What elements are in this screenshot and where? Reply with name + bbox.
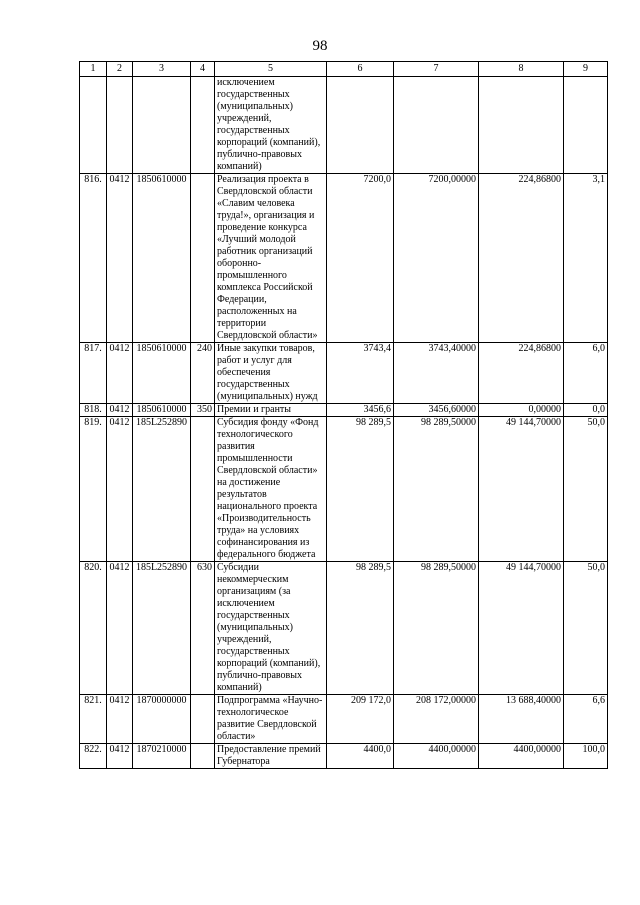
row-number: 822.	[80, 744, 107, 769]
execution-percent: 6,0	[564, 343, 608, 404]
header-cell-4: 4	[191, 62, 215, 77]
table-row	[80, 744, 608, 769]
target-article-code: 1850610000	[133, 404, 191, 417]
target-article-code: 185L252890	[133, 562, 191, 695]
header-cell-5: 5	[215, 62, 327, 77]
row-number	[80, 77, 107, 174]
executed-amount: 224,86800	[479, 174, 564, 343]
header-cell-1: 1	[80, 62, 107, 77]
refined-amount	[394, 77, 479, 174]
refined-amount: 3743,40000	[394, 343, 479, 404]
section-code	[107, 77, 133, 174]
executed-amount: 13 688,40000	[479, 695, 564, 744]
table-row	[80, 174, 608, 343]
executed-amount: 224,86800	[479, 343, 564, 404]
target-article-code: 1870000000	[133, 695, 191, 744]
item-name: Премии и гранты	[215, 404, 327, 417]
page-number: 98	[312, 38, 328, 54]
section-code: 0412	[107, 695, 133, 744]
expense-type-code: 630	[191, 562, 215, 695]
expense-type-code	[191, 77, 215, 174]
table-row	[80, 562, 608, 695]
item-name: Подпрограмма «Научно-технологическое развитие Свердловской области»	[215, 695, 327, 744]
target-article-code: 1850610000	[133, 174, 191, 343]
executed-amount: 49 144,70000	[479, 417, 564, 562]
executed-amount: 4400,00000	[479, 744, 564, 769]
row-number: 816.	[80, 174, 107, 343]
execution-percent: 50,0	[564, 562, 608, 695]
execution-percent: 50,0	[564, 417, 608, 562]
item-name: Субсидия фонду «Фонд технологического развития промышленности Свердловской области» на достижение результатов национального проекта «Производительность труда» на условиях софинансирования из федерального бюджета	[215, 417, 327, 562]
execution-percent	[564, 77, 608, 174]
refined-amount: 3456,60000	[394, 404, 479, 417]
execution-percent: 6,6	[564, 695, 608, 744]
section-code: 0412	[107, 404, 133, 417]
planned-amount: 98 289,5	[327, 417, 394, 562]
refined-amount: 7200,00000	[394, 174, 479, 343]
target-article-code: 1850610000	[133, 343, 191, 404]
table-row	[80, 695, 608, 744]
header-cell-3: 3	[133, 62, 191, 77]
section-code: 0412	[107, 562, 133, 695]
header-cell-2: 2	[107, 62, 133, 77]
row-number: 818.	[80, 404, 107, 417]
planned-amount: 7200,0	[327, 174, 394, 343]
item-name: Предоставление премий Губернатора	[215, 744, 327, 769]
section-code: 0412	[107, 417, 133, 562]
expense-type-code: 240	[191, 343, 215, 404]
planned-amount: 4400,0	[327, 744, 394, 769]
item-name: Иные закупки товаров, работ и услуг для обеспечения государственных (муниципальных) нужд	[215, 343, 327, 404]
row-number: 820.	[80, 562, 107, 695]
execution-percent: 100,0	[564, 744, 608, 769]
refined-amount: 4400,00000	[394, 744, 479, 769]
item-name: Субсидии некоммерческим организациям (за исключением государственных (муниципальных) учреждений, государственных корпораций (компаний), публично-правовых компаний)	[215, 562, 327, 695]
executed-amount	[479, 77, 564, 174]
header-cell-7: 7	[394, 62, 479, 77]
expense-type-code: 350	[191, 404, 215, 417]
section-code: 0412	[107, 343, 133, 404]
refined-amount: 208 172,00000	[394, 695, 479, 744]
expense-type-code	[191, 744, 215, 769]
planned-amount: 98 289,5	[327, 562, 394, 695]
header-cell-8: 8	[479, 62, 564, 77]
execution-percent: 3,1	[564, 174, 608, 343]
expense-type-code	[191, 695, 215, 744]
header-row	[80, 62, 608, 77]
target-article-code	[133, 77, 191, 174]
table-row	[80, 404, 608, 417]
expense-type-code	[191, 417, 215, 562]
refined-amount: 98 289,50000	[394, 562, 479, 695]
budget-table	[79, 61, 608, 769]
executed-amount: 49 144,70000	[479, 562, 564, 695]
planned-amount: 3743,4	[327, 343, 394, 404]
item-name: исключением государственных (муниципальных) учреждений, государственных корпораций (компаний), публично-правовых компаний)	[215, 77, 327, 174]
expense-type-code	[191, 174, 215, 343]
table-row	[80, 343, 608, 404]
section-code: 0412	[107, 744, 133, 769]
item-name: Реализация проекта в Свердловской области «Славим человека труда!», организация и проведение конкурса «Лучший молодой работник организаций оборонно-промышленного комплекса Российской Федерации, расположенных на территории Свердловской области»	[215, 174, 327, 343]
executed-amount: 0,00000	[479, 404, 564, 417]
execution-percent: 0,0	[564, 404, 608, 417]
header-cell-6: 6	[327, 62, 394, 77]
row-number: 819.	[80, 417, 107, 562]
refined-amount: 98 289,50000	[394, 417, 479, 562]
planned-amount: 209 172,0	[327, 695, 394, 744]
header-cell-9: 9	[564, 62, 608, 77]
table-row	[80, 417, 608, 562]
row-number: 821.	[80, 695, 107, 744]
row-number: 817.	[80, 343, 107, 404]
table-row	[80, 77, 608, 174]
target-article-code: 1870210000	[133, 744, 191, 769]
section-code: 0412	[107, 174, 133, 343]
target-article-code: 185L252890	[133, 417, 191, 562]
planned-amount	[327, 77, 394, 174]
planned-amount: 3456,6	[327, 404, 394, 417]
